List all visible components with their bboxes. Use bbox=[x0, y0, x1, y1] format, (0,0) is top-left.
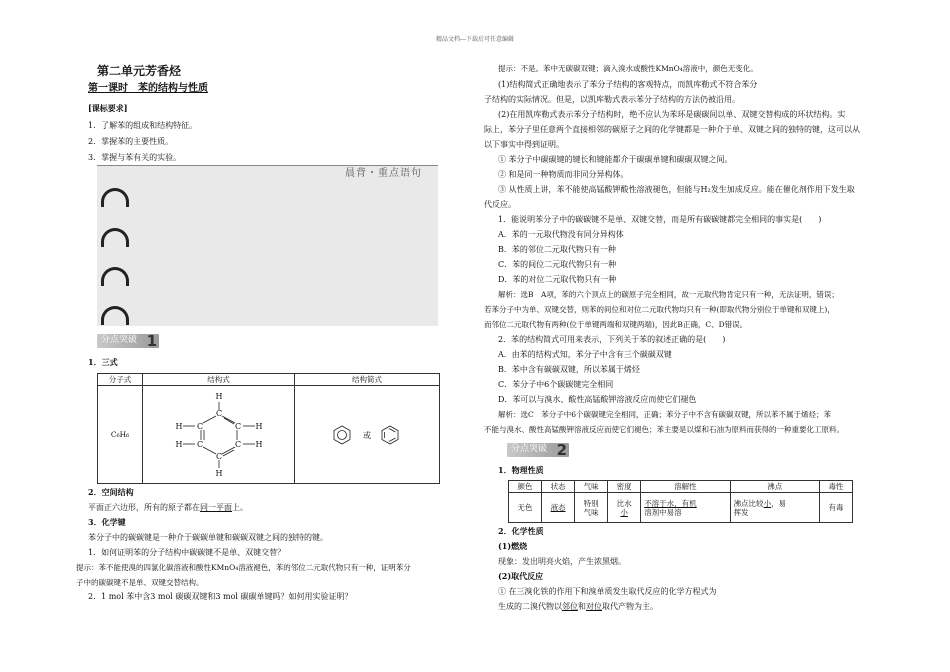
exercise-question-1: 1．能说明苯分子中的碳碳键不是单、双键交替，而是所有碳碳键都完全相同的事实是( ) bbox=[498, 215, 822, 224]
atom-h: H bbox=[175, 421, 182, 431]
text-line: ③ 从性质上讲，苯不能使高锰酸钾酸性溶液褪色，但能与H₂发生加成反应。能在催化剂作用下发生取 bbox=[498, 185, 855, 194]
combustion-title: (1)燃烧 bbox=[498, 541, 528, 551]
answer-1-line: 子中的碳碳键不是单、双键交替结构。 bbox=[76, 578, 204, 587]
physical-properties-title: 1．物理性质 bbox=[498, 465, 544, 475]
option-item: D．苯的对位二元取代物只有一种 bbox=[498, 275, 617, 284]
option-item: A．由苯的结构式知，苯分子中含有三个碳碳双键 bbox=[498, 350, 672, 359]
atom-c: C bbox=[234, 421, 241, 431]
chemical-properties-title: 2．化学性质 bbox=[498, 526, 544, 536]
text-line: 以下事实中得到证明。 bbox=[484, 140, 564, 149]
atom-h: H bbox=[215, 391, 222, 401]
card-heading: 晨背・重点语句 bbox=[345, 168, 422, 179]
requirement-item: 3．掌握与苯有关的实验。 bbox=[88, 153, 182, 162]
hint-line: 提示：不是。苯中无碳碳双键；滴入溴水或酸性KMnO₄溶液中，颜色无变化。 bbox=[498, 64, 758, 73]
text-line: 子结构的实际情况。但是，以凯库勒式表示苯分子结构的方法仍被沿用。 bbox=[484, 95, 740, 104]
option-item: C．苯分子中6个碳碳键完全相同 bbox=[498, 380, 614, 389]
substitution-title: (2)取代反应 bbox=[498, 571, 544, 581]
option-item: B．苯中含有碳碳双键，所以苯属于烯烃 bbox=[498, 365, 640, 374]
atom-h: H bbox=[255, 439, 262, 449]
table-header: 密度 bbox=[608, 481, 641, 493]
unit-title: 第二单元芳香烃 bbox=[97, 64, 182, 78]
chemical-bond-line: 苯分子中的碳碳键是一种介于碳碳单键和碳碳双键之间的独特的键。 bbox=[88, 533, 328, 542]
benzene-structural-formula-icon bbox=[169, 388, 269, 482]
atom-h: H bbox=[255, 421, 262, 431]
table-cell: 有毒 bbox=[819, 493, 852, 523]
table-cell: 液态 bbox=[542, 493, 575, 523]
table-header: 毒性 bbox=[819, 481, 852, 493]
simplified-formula-cell bbox=[295, 386, 440, 484]
section-three-formulas: 1．三式 bbox=[88, 357, 118, 367]
table-header: 分子式 bbox=[98, 374, 143, 386]
molecular-formula: C₆H₆ bbox=[98, 386, 143, 484]
table-cell: 沸点比较小，易 挥发 bbox=[730, 493, 819, 523]
formula-table bbox=[97, 373, 440, 484]
analysis-line: 解析：选C 苯分子中6个碳碳键完全相同，正确；苯分子中不含有碳碳双键，所以苯不属于烯烃；苯 bbox=[498, 410, 832, 419]
table-header: 状态 bbox=[542, 481, 575, 493]
question-1: 1．如何证明苯的分子结构中碳碳键不是单、双键交替？ bbox=[88, 548, 286, 557]
option-item: B．苯的邻位二元取代物只有一种 bbox=[498, 245, 616, 254]
table-header: 颜色 bbox=[509, 481, 542, 493]
table-header: 结构式 bbox=[143, 374, 295, 386]
text-line: (2)在用凯库勒式表示苯分子结构时，绝不应认为苯环是碳碳间以单、双键交替构成的环状结构。实 bbox=[498, 110, 846, 119]
page-header: 精品文档---下载后可任意编辑 bbox=[435, 36, 515, 43]
section-banner-1 bbox=[97, 334, 159, 348]
text-line: 际上，苯分子里任意两个直接相邻的碳原子之间的化学键都是一种介于单、双键之间的独特的键，这可以从 bbox=[484, 125, 860, 134]
banner-text: 分点突破 bbox=[511, 444, 548, 454]
atom-c: C bbox=[196, 421, 203, 431]
table-header: 沸点 bbox=[730, 481, 819, 493]
or-text: 或 bbox=[363, 430, 371, 440]
table-cell: 无色 bbox=[509, 493, 542, 523]
table-header: 气味 bbox=[575, 481, 608, 493]
requirement-item: 1．了解苯的组成和结构特征。 bbox=[88, 121, 198, 130]
analysis-line: 解析：选B A项，苯的六个顶点上的碳原子完全相同，故一元取代物肯定只有一种，无法证明，错误； bbox=[498, 290, 839, 299]
answer-1-line: 提示：苯不能使溴的四氯化碳溶液和酸性KMnO₄溶液褪色，苯的邻位二元取代物只有一种，证明苯分 bbox=[76, 563, 411, 572]
banner-number: 2 bbox=[556, 441, 567, 459]
table-header: 结构简式 bbox=[295, 374, 440, 386]
atom-c: C bbox=[215, 451, 222, 461]
option-item: C．苯的间位二元取代物只有一种 bbox=[498, 260, 617, 269]
exercise-question-2: 2．苯的结构简式可用来表示，下列关于苯的叙述正确的是( ) bbox=[498, 335, 726, 344]
section-banner-2 bbox=[507, 443, 569, 457]
banner-number: 1 bbox=[146, 332, 157, 350]
option-item: D．苯可以与溴水、酸性高锰酸钾溶液反应而使它们褪色 bbox=[498, 395, 697, 404]
combustion-line: 现象：发出明亮火焰，产生浓黑烟。 bbox=[498, 557, 626, 566]
analysis-line: 不能与溴水、酸性高锰酸钾溶液反应而使它们褪色；苯主要是以煤和石油为原料而获得的一种重要化工原料。 bbox=[484, 425, 844, 434]
atom-h: H bbox=[175, 439, 182, 449]
atom-c: C bbox=[215, 408, 222, 418]
text-line: ① 苯分子中碳碳键的键长和键能都介于碳碳单键和碳碳双键之间。 bbox=[498, 155, 733, 164]
requirement-item: 2．掌握苯的主要性质。 bbox=[88, 137, 174, 146]
table-header: 溶解性 bbox=[641, 481, 730, 493]
substitution-line: 生成的二溴代物以邻位和对位取代产物为主。 bbox=[498, 602, 658, 611]
table-cell: 特别 气味 bbox=[575, 493, 608, 523]
structural-formula-cell bbox=[143, 386, 295, 484]
requirements-label: [课标要求] bbox=[88, 103, 128, 113]
table-cell: 比水 小 bbox=[608, 493, 641, 523]
text-line: (1)结构简式正确地表示了苯分子结构的客观特点，而凯库勒式不符合苯分 bbox=[498, 80, 758, 89]
text-line: 代反应。 bbox=[484, 200, 516, 209]
banner-text: 分点突破 bbox=[101, 335, 138, 345]
section-space-structure: 2．空间结构 bbox=[88, 487, 134, 497]
text-line: ② 和是同一种物质而非同分异构体。 bbox=[498, 170, 629, 179]
morning-recite-card bbox=[97, 165, 438, 326]
space-structure-line: 平面正六边形，所有的原子都在同一平面上。 bbox=[88, 503, 248, 512]
table-cell: 不溶于水，有机 溶剂中易溶 bbox=[641, 493, 730, 523]
atom-c: C bbox=[196, 439, 203, 449]
substitution-line: ① 在三溴化铁的作用下和溴单质发生取代反应的化学方程式为 bbox=[498, 587, 717, 596]
benzene-ring-icon bbox=[332, 424, 402, 446]
option-item: A．苯的一元取代物没有同分异构体 bbox=[498, 230, 624, 239]
analysis-line: 而邻位二元取代物有两种(位于单键两端和双键两端)，因此B正确，C、D错误。 bbox=[484, 320, 748, 329]
analysis-line: 若苯分子中为单、双键交替，则苯的间位和对位二元取代物均只有一种(即取代物分别位于单键和双键上)， bbox=[484, 305, 835, 314]
physical-properties-table bbox=[508, 480, 853, 523]
lesson-title: 第一课时 苯的结构与性质 bbox=[88, 83, 208, 94]
atom-c: C bbox=[234, 439, 241, 449]
section-chemical-bond: 3．化学键 bbox=[88, 517, 126, 527]
question-2: 2．1 mol 苯中含3 mol 碳碳双键和3 mol 碳碳单键吗？如何用实验证明？ bbox=[88, 592, 353, 601]
atom-h: H bbox=[215, 468, 222, 478]
